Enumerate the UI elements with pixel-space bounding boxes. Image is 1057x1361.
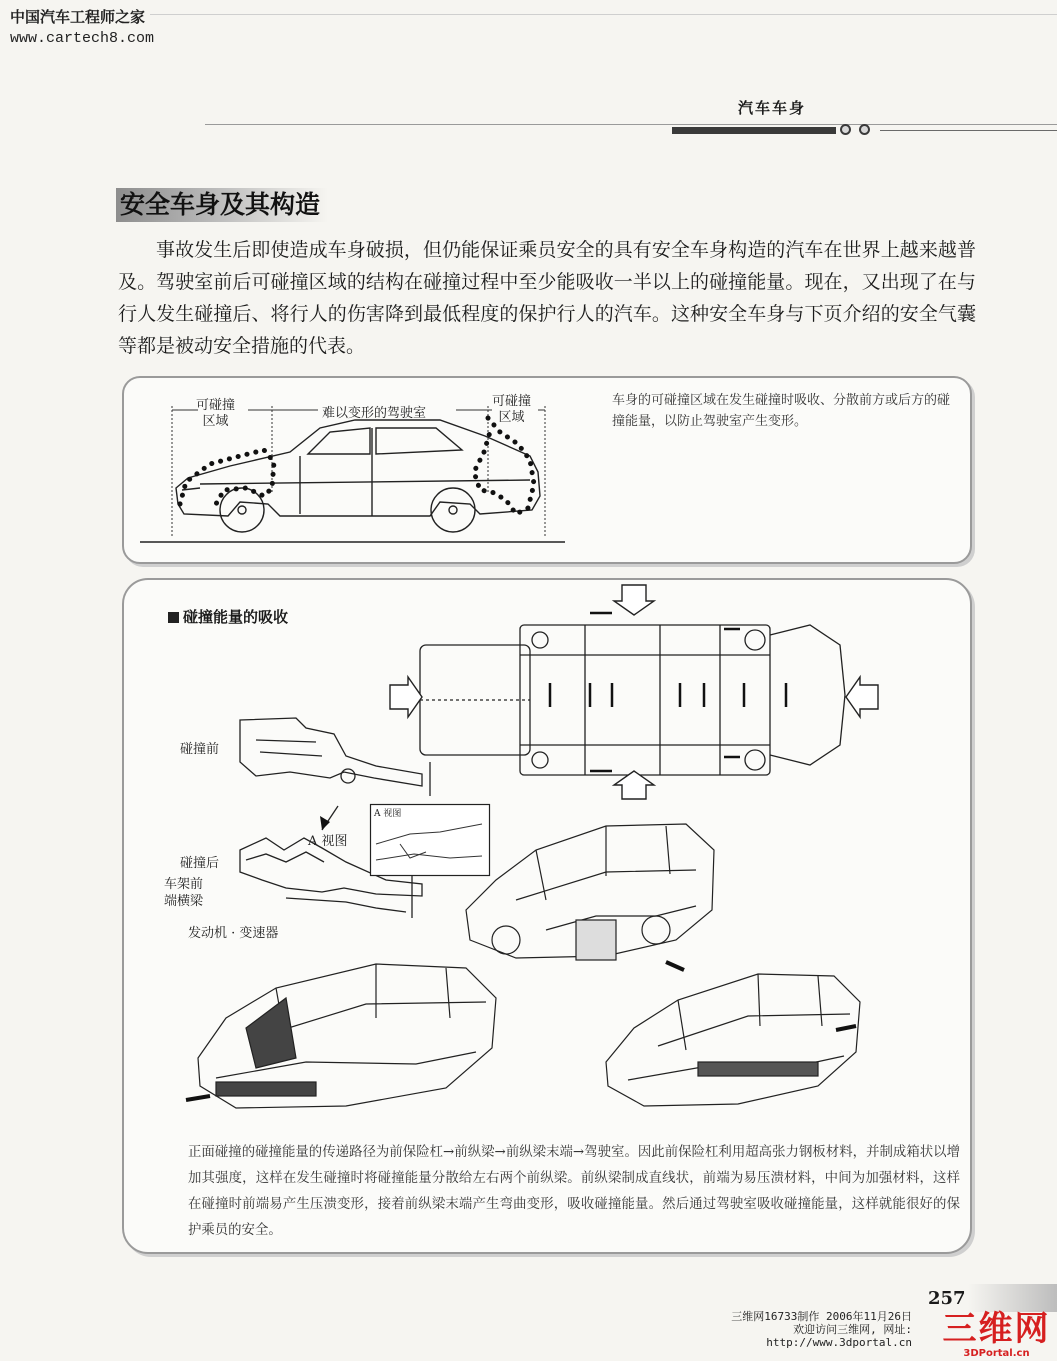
page-number: 257: [928, 1288, 966, 1309]
credit-line-2: 欢迎访问三维网, 网址:: [793, 1323, 912, 1336]
label-rigid-cabin: 难以变形的驾驶室: [322, 406, 427, 421]
label-before-collision: 碰撞前: [180, 742, 220, 757]
header-bar: [672, 127, 836, 134]
label-after-collision: 碰撞后: [180, 856, 220, 871]
body-structure-view-1: [456, 820, 718, 980]
page-title: 安全车身及其构造: [116, 188, 328, 222]
body-structure-view-3: [598, 966, 864, 1116]
header-dot-left: [840, 124, 851, 135]
3dportal-logo: [936, 1310, 1057, 1361]
logo-subtext: 3DPortal.cn: [963, 1348, 1030, 1359]
body-structure-view-2: [186, 958, 508, 1118]
credit-line-3: http://www.3dportal.cn: [766, 1336, 912, 1349]
figure2-title-text: 碰撞能量的吸收: [183, 608, 289, 626]
header-rule: [205, 124, 1057, 125]
page-number-bar: [968, 1284, 1057, 1312]
figure2-caption: 正面碰撞的碰撞能量的传递路径为前保险杠→前纵梁→前纵梁末端→驾驶室。因此前保险杠利用超高张力钢板材料，并制成箱状以增加其强度，这样在发生碰撞时将碰撞能量分散给左右两个前纵梁。前纵梁制成直线状，前端为易压溃材料，中间为加强材料，这样在碰撞时前端易产生压溃变形，接着前纵梁末端产生弯曲变形，吸收碰撞能量。然后通过驾驶室吸收碰撞能量，这样就能很好的保护乘员的安全。: [188, 1145, 960, 1238]
header-rule-right: [880, 130, 1057, 131]
figure1-caption: 车身的可碰撞区域在发生碰撞时吸收、分散前方或后方的碰撞能量，以防止驾驶室产生变形。: [612, 393, 951, 429]
label-front-crossmember: 车架前 端横梁: [164, 877, 204, 909]
label-front-crush-zone: 可碰撞 区域: [196, 398, 236, 429]
intro-paragraph: 事故发生后即使造成车身破损，但仍能保证乘员安全的具有安全车身构造的汽车在世界上越来越普及。驾驶室前后可碰撞区域的结构在碰撞过程中至少能吸收一半以上的碰撞能量。现在，又出现了在与行人发生碰撞后、将行人的伤害降到最低程度的保护行人的汽车。这种安全车身与下页介绍的安全气囊等都是被动安全措施的代表。: [118, 239, 976, 357]
header-dot-right: [859, 124, 870, 135]
watermark-site-url: www.cartech8.com: [10, 30, 155, 47]
label-rear-crush-zone: 可碰撞 区域: [492, 394, 532, 425]
watermark-site-name: 中国汽车工程师之家: [10, 8, 146, 26]
label-engine-transmission: 发动机 · 变速器: [188, 926, 279, 941]
credit-block: [690, 1310, 912, 1349]
credit-line-1: 三维网16733制作 2006年11月26日: [731, 1310, 912, 1323]
bullet-square-icon: [168, 612, 179, 623]
figure2-title: [168, 606, 288, 627]
section-header: 汽车车身: [738, 99, 807, 117]
top-rule: [150, 14, 1057, 15]
label-view-a: A 视图: [308, 834, 348, 849]
underbody-frame-top-view: [390, 585, 890, 800]
inset-view-a-label: A 视图: [374, 809, 402, 819]
logo-text: 三维网: [942, 1309, 1051, 1349]
